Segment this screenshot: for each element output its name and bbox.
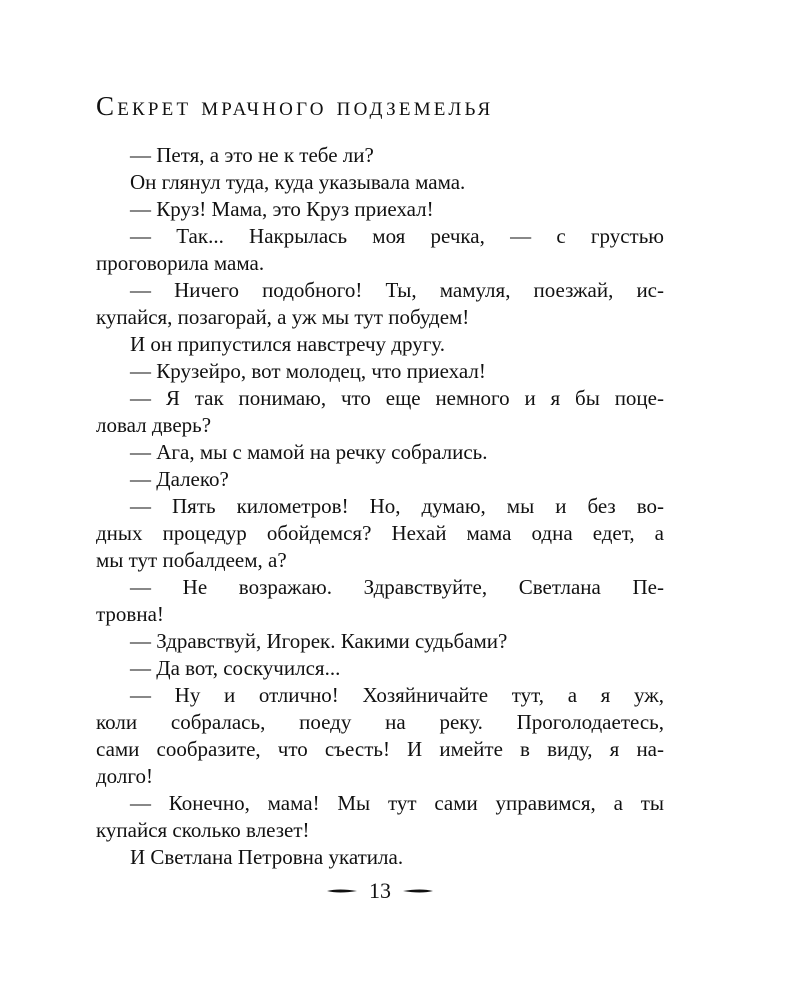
paragraph-line: мы тут побалдеем, а? — [96, 548, 287, 572]
left-dash-ornament-icon — [327, 886, 357, 896]
paragraph-line: Он глянул туда, куда указывала мама. — [130, 170, 466, 194]
paragraph-line: ловал дверь? — [96, 413, 212, 437]
paragraph-line: дных процедур обойдемся? Нехай мама одна едет, а — [96, 521, 664, 545]
paragraph-line: — Крузейро, вот молодец, что приехал! — [130, 359, 486, 383]
paragraph-line: — Петя, а это не к тебе ли? — [130, 143, 374, 167]
paragraph-line: И Светлана Петровна укатила. — [130, 845, 404, 869]
running-head: Секрет мрачного подземелья — [96, 91, 494, 121]
paragraph-line: — Ничего подобного! Ты, мамуля, поезжай, ис- — [130, 278, 664, 302]
paragraph-line: проговорила мама. — [96, 251, 265, 275]
paragraph-line: — Здравствуй, Игорек. Какими судьбами? — [130, 629, 508, 653]
paragraph-line: купайся, позагорай, а уж мы тут побудем! — [96, 305, 470, 329]
paragraph-line: — Так... Накрылась моя речка, — с грустью — [130, 224, 664, 248]
paragraph-line: И он припустился навстречу другу. — [130, 332, 445, 356]
page-number: 13 — [369, 878, 391, 903]
paragraph-line: — Далеко? — [130, 467, 229, 491]
paragraph-line: сами сообразите, что съесть! И имейте в виду, я на- — [96, 737, 664, 761]
paragraph-line: — Круз! Мама, это Круз приехал! — [130, 197, 434, 221]
paragraph-line: — Ну и отлично! Хозяйничайте тут, а я уж, — [130, 683, 664, 707]
paragraph-line: — Не возражаю. Здравствуйте, Светлана Пе- — [130, 575, 664, 599]
body-text — [96, 142, 664, 871]
paragraph-line: — Пять километров! Но, думаю, мы и без во- — [130, 494, 664, 518]
paragraph-line: купайся сколько влезет! — [96, 818, 310, 842]
right-dash-ornament-icon — [403, 886, 433, 896]
paragraph-line: — Конечно, мама! Мы тут сами управимся, а ты — [130, 791, 664, 815]
page-number-area — [320, 876, 440, 906]
paragraph-line: — Ага, мы с мамой на речку собрались. — [130, 440, 488, 464]
paragraph-line: — Да вот, соскучился... — [130, 656, 341, 680]
paragraph-line: долго! — [96, 764, 153, 788]
paragraph-line: — Я так понимаю, что еще немного и я бы поце- — [130, 386, 664, 410]
paragraph-line: тровна! — [96, 602, 164, 626]
paragraph-line: коли собралась, поеду на реку. Проголодаетесь, — [96, 710, 664, 734]
